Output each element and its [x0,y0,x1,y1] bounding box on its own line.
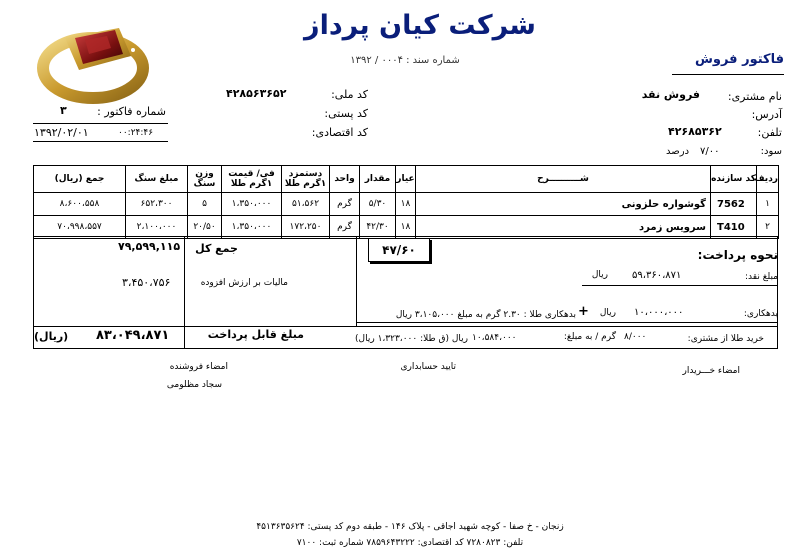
header-wage: دستمزد ۱گرم طلا [282,166,330,193]
header-quantity: مقدار [360,166,396,193]
vat-label: مالیات بر ارزش افزوده [200,278,288,288]
total-label: جمع کل [195,242,238,255]
vat-value: ۳،۴۵۰،۷۵۶ [122,276,171,289]
table-row: ۲ T410 سرویس زمرد ۱۸ ۴۲/۳۰ گرم ۱۷۲،۲۵۰ ۱،۳۵۰،۰۰۰ ۲۰/۵۰ ۲،۱۰۰،۰۰۰ ۷۰،۹۹۸،۵۵۷ [34,216,779,239]
seller-name: سجاد مظلومی [166,380,222,390]
header-stone-weight: وزن سنگ [188,166,222,193]
header-maker-code: کد سازنده [711,166,757,193]
footer-contact: تلفن: ۷۲۸۰۸۲۳ کد اقتصادی: ۷۸۵۹۶۴۳۲۲۲ شماره ثبت: ۷۱۰۰ [296,538,524,548]
weight-total-box: ۴۷/۶۰ [368,238,430,262]
header-total: جمع (ریال) [34,166,126,193]
gold-debt-text: بدهکاری طلا : ۲.۳۰ گرم به مبلغ ۳،۱۰۵،۰۰۰ ریال [395,310,576,320]
invoice-title: فاکتور فروش [672,52,784,75]
gold-buy-grams: ۸/۰۰۰ [624,332,647,342]
cash-value: ۵۹،۳۶۰،۸۷۱ [632,270,682,281]
header-unit: واحد [330,166,360,193]
seller-signature: امضاء فروشنده [169,362,228,372]
gold-buy-rate: ریال (ق طلا: ۱،۳۲۳،۰۰۰ ریال) [355,334,468,344]
gold-buy-mid: گرم / به مبلغ: [563,332,616,342]
gold-buy-amount: ۱۰،۵۸۴،۰۰۰ [472,333,517,343]
header-ayar: عیار [396,166,416,193]
phone-value: ۴۲۶۸۵۳۶۲ [668,125,722,138]
invoice-date: ۱۳۹۲/۰۲/۰۱ [34,126,89,139]
doc-number: شماره سند : ۰۰۰۴ / ۱۳۹۲ [350,55,460,66]
national-code-value: ۴۲۸۵۶۳۶۵۲ [226,87,287,100]
cash-unit: ریال [591,270,608,280]
invoice-number-value: ۳ [60,104,67,117]
company-name: شرکت کیان پرداز [304,10,536,41]
address-label: آدرس: [751,108,782,121]
plus-sign: + [578,304,589,319]
customer-name-label: نام مشتری: [727,90,782,103]
debt-label: بدهکاری: [743,309,778,319]
profit-unit: درصد [666,146,690,157]
economic-code-label: کد اقتصادی: [311,126,368,139]
debt-value: ۱۰،۰۰۰،۰۰۰ [634,307,684,318]
header-description: شــــــــــرح [416,166,711,193]
buyer-signature: امضاء خـــریدار [682,366,740,376]
cash-label: مبلغ نقد: [745,272,778,282]
table-row: ۱ 7562 گوشواره حلزونی ۱۸ ۵/۳۰ گرم ۵۱،۵۶۲ ۱،۳۵۰،۰۰۰ ۵ ۶۵۲،۳۰۰ ۸،۶۰۰،۵۵۸ [34,193,779,216]
debt-unit: ریال [599,308,616,318]
footer-address: زنجان - خ صفا - کوچه شهید اجاقی - پلاک ۱۴۶ - طبقه دوم کد پستی: ۴۵۱۳۶۳۵۶۲۴ [256,522,564,532]
postal-code-label: کد پستی: [324,107,368,120]
accounting-approval: تایید حسابداری [400,362,456,372]
payable-unit: (ریال) [34,330,69,343]
gold-buy-label: خرید طلا از مشتری: [687,334,764,344]
profit-label: سود: [760,146,782,157]
profit-value: ۷/۰۰ [700,146,720,157]
items-table [33,165,779,239]
header-stone-amount: مبلغ سنگ [126,166,188,193]
table-header-row [34,166,779,193]
invoice-number-label: شماره فاکتور : [97,105,166,118]
customer-name-value: فروش نقد [641,88,700,101]
national-code-label: کد ملی: [331,88,368,101]
total-value: ۷۹,۵۹۹,۱۱۵ [118,240,181,253]
payment-method-label: نحوه پرداخت: [697,248,778,262]
phone-label: تلفن: [757,126,782,139]
payable-value: ۸۳،۰۴۹،۸۷۱ [96,328,170,343]
header-row-number: ردیف [757,166,779,193]
invoice-time: ۰۰:۲۴:۴۶ [118,128,154,138]
ring-image [35,8,151,106]
payable-label: مبلغ قابل پرداخت [207,328,304,341]
header-price: فی/ قیمت ۱گرم طلا [222,166,282,193]
